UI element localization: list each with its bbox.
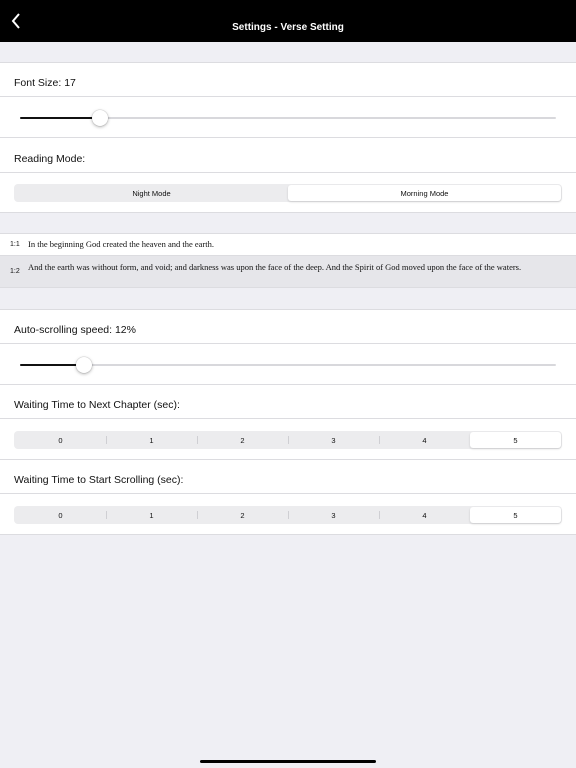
verse-text: In the beginning God created the heaven and the earth. [28,239,214,249]
font-size-label: Font Size: 17 [14,77,76,89]
segment-morning-mode[interactable]: Morning Mode [288,185,561,201]
segment-0[interactable]: 0 [58,510,63,520]
segment-3[interactable]: 3 [288,507,379,523]
verse-text: And the earth was without form, and void; and darkness was upon the face of the deep. And the Spirit of God moved upon the face of the waters. [28,262,522,272]
verse-number: 1:1 [10,241,20,248]
auto-scroll-slider-fill [20,364,84,366]
auto-scroll-slider-row [0,343,576,385]
verse-number: 1:2 [10,268,20,275]
segment-5[interactable]: 5 [470,432,561,448]
segment-2[interactable]: 2 [197,507,288,523]
waiting-start-label: Waiting Time to Start Scrolling (sec): [14,474,184,486]
segment-3[interactable]: 3 [288,432,379,448]
reading-mode-segment-row [0,172,576,213]
waiting-next-row [0,384,576,419]
verse-row [0,233,576,255]
waiting-start-segmented-control[interactable] [14,506,562,524]
auto-scroll-row [0,309,576,344]
font-size-slider-fill [20,117,100,119]
segment-5[interactable]: 5 [470,507,561,523]
font-size-row [0,62,576,97]
auto-scroll-label: Auto-scrolling speed: 12% [14,324,136,336]
segment-1[interactable]: 1 [106,507,197,523]
home-indicator [200,760,376,763]
reading-mode-row [0,137,576,173]
waiting-start-segment-row [0,493,576,535]
page-title: Settings - Verse Setting [232,22,344,33]
segment-night-mode[interactable]: Night Mode [132,188,171,198]
auto-scroll-slider[interactable] [20,364,556,366]
segment-2[interactable]: 2 [197,432,288,448]
waiting-start-row [0,459,576,494]
waiting-next-segment-row [0,418,576,460]
segment-0[interactable]: 0 [58,435,63,445]
segment-4[interactable]: 4 [379,432,470,448]
font-size-slider-thumb[interactable] [92,110,108,126]
waiting-next-segmented-control[interactable] [14,431,562,449]
font-size-slider-row [0,96,576,138]
segment-1[interactable]: 1 [106,432,197,448]
verse-row-highlighted [0,255,576,288]
segment-4[interactable]: 4 [379,507,470,523]
navigation-bar [0,0,576,42]
reading-mode-segmented-control[interactable] [14,184,562,202]
font-size-slider[interactable] [20,117,556,119]
auto-scroll-slider-thumb[interactable] [76,357,92,373]
reading-mode-label: Reading Mode: [14,153,86,165]
waiting-next-label: Waiting Time to Next Chapter (sec): [14,399,180,411]
